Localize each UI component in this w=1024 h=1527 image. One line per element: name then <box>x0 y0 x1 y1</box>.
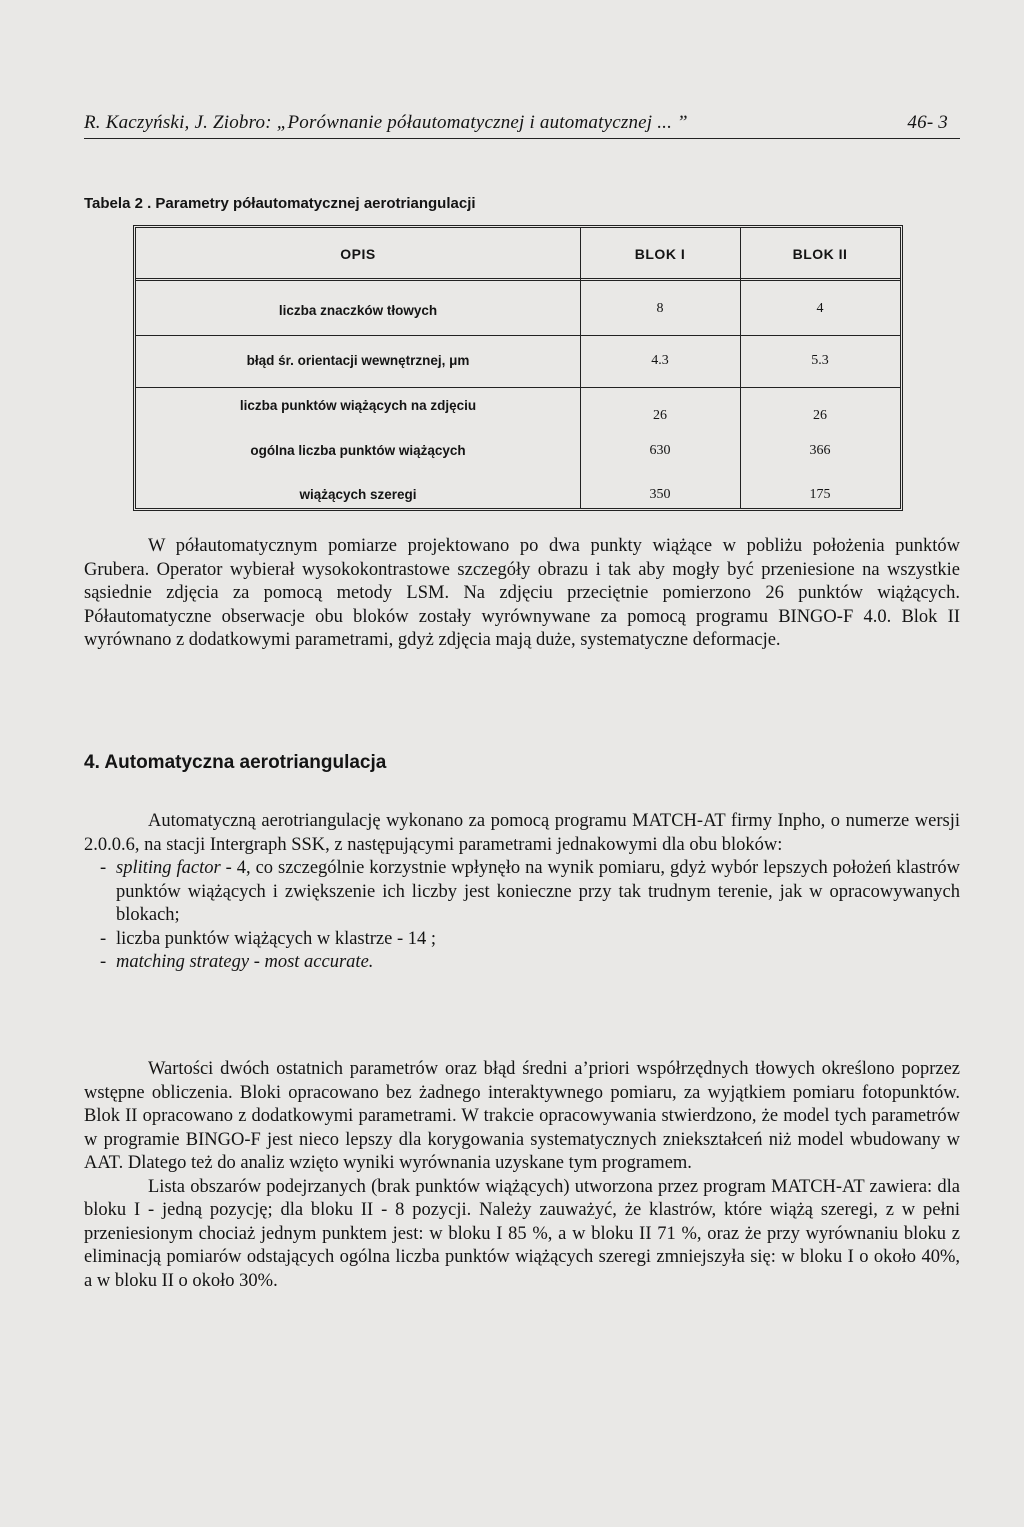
table-cell-blok-2: 366 <box>809 443 831 458</box>
column-header-opis: OPIS <box>340 246 376 262</box>
list-term: matching strategy - most accurate. <box>116 952 374 972</box>
table-cell-blok-1: 350 <box>649 487 671 502</box>
parameters-table <box>133 225 903 511</box>
list-item: - spliting factor - 4, co szczególnie korzystnie wpłynęło na wynik pomiaru, gdyż wybór lepszych położeń klastrów punktów wiążących i zwiększenie ich liczby jest konieczne przy tak trudnym terenie, jak w opracowywanych blokach; <box>100 858 960 925</box>
list-item: - matching strategy - most accurate. <box>100 952 374 972</box>
page-number: 46- 3 <box>907 112 948 133</box>
list-text: - 4, co szczególnie korzystnie wpłynęło na wynik pomiaru, gdyż wybór lepszych położeń klastrów punktów wiążących i zwiększenie ich liczby jest konieczne przy tak trudnym terenie, jak w opracowywanych blokach; <box>116 858 960 925</box>
section-heading: 4. Automatyczna aerotriangulacja <box>84 752 387 773</box>
table-row-label: błąd śr. orientacji wewnętrznej, μm <box>246 353 470 368</box>
table-row-label: wiążących szeregi <box>299 487 417 502</box>
table-cell-blok-2: 175 <box>809 487 831 502</box>
parameter-list <box>84 857 960 975</box>
list-text: liczba punktów wiążących w klastrze - 14 ; <box>116 928 437 949</box>
table-cell-blok-1: 26 <box>653 408 667 423</box>
table-caption: Tabela 2 . Parametry półautomatycznej aerotriangulacji <box>84 195 476 212</box>
header-author-title: R. Kaczyński, J. Ziobro: „Porównanie półautomatycznej i automatycznej ... ” <box>84 112 688 133</box>
list-item: - liczba punktów wiążących w klastrze - 14 ; <box>100 928 437 949</box>
paragraph-text: Lista obszarów podejrzanych (brak punktów wiążących) utworzona przez program MATCH-AT zawiera: dla bloku I - jedną pozycję; dla bloku II - 8 pozycji. Należy zauważyć, że klastrów, które wiążą szeregi, z w pełni przeniesionym chociaż jednym punktem jest: w bloku I 85 %, a w bloku II 71 %, oraz że przy wyrównaniu bloku z eliminacją pomiarów odstających ogólna liczba punktów wiążących szeregi zmniejszyła się: w bloku I o około 40%, a w bloku II o około 30%. <box>84 1176 960 1291</box>
table-cell-blok-1: 630 <box>649 443 671 458</box>
table-row-label: liczba punktów wiążących na zdjęciu <box>239 398 477 413</box>
paragraph-text: W półautomatycznym pomiarze projektowano po dwa punkty wiążące w pobliżu położenia punktów Grubera. Operator wybierał wysokokontrastowe szczegóły obrazu i tak aby mogły być przeniesione na wszystkie sąsiednie zdjęcia za pomocą metody LSM. Na zdjęciu przeciętnie pomierzono 26 punktów wiążących. Półautomatyczne obserwacje obu bloków zostały wyrównywane za pomocą programu BINGO-F 4.0. Blok II wyrównano z dodatkowymi parametrami, gdyż zdjęcia mają duże, systematyczne deformacje. <box>84 536 960 650</box>
paragraph-text: Wartości dwóch ostatnich parametrów oraz błąd średni a’priori współrzędnych tłowych określono poprzez wstępne obliczenia. Bloki opracowano bez żadnego interaktywnego pomiaru, za wyjątkiem pomiaru fotopunktów. Blok II opracowano z dodatkowymi parametrami. W trakcie opracowywania stwierdzono, że model tych parametrów w programie BINGO-F jest nieco lepszy dla korygowania systematycznych zniekształceń niż model wbudowany w AAT. Dlatego też do analiz wzięto wyniki wyrównania uzyskane tym programem. <box>84 1059 960 1173</box>
table-row-label: ogólna liczba punktów wiążących <box>250 443 466 458</box>
paragraph-semiautomatic <box>84 535 960 653</box>
table-cell-blok-2: 5.3 <box>811 353 829 368</box>
table-row-label: liczba znaczków tłowych <box>278 303 438 318</box>
column-header-blok-1: BLOK I <box>634 246 686 262</box>
table-cell-blok-2: 26 <box>813 408 827 423</box>
list-term: spliting factor <box>116 858 221 878</box>
running-header <box>84 112 960 139</box>
paragraph-automatic <box>84 810 960 975</box>
table-cell-blok-1: 4.3 <box>651 353 669 368</box>
table-cell-blok-2: 4 <box>816 301 824 316</box>
column-header-blok-2: BLOK II <box>792 246 848 262</box>
paragraph-text: Automatyczną aerotriangulację wykonano za pomocą programu MATCH-AT firmy Inpho, o numerze wersji 2.0.0.6, na stacji Intergraph SSK, z następującymi parametrami jednakowymi dla obu bloków: <box>84 811 960 855</box>
paragraph-parameters <box>84 1058 960 1293</box>
table-cell-blok-1: 8 <box>656 301 664 316</box>
